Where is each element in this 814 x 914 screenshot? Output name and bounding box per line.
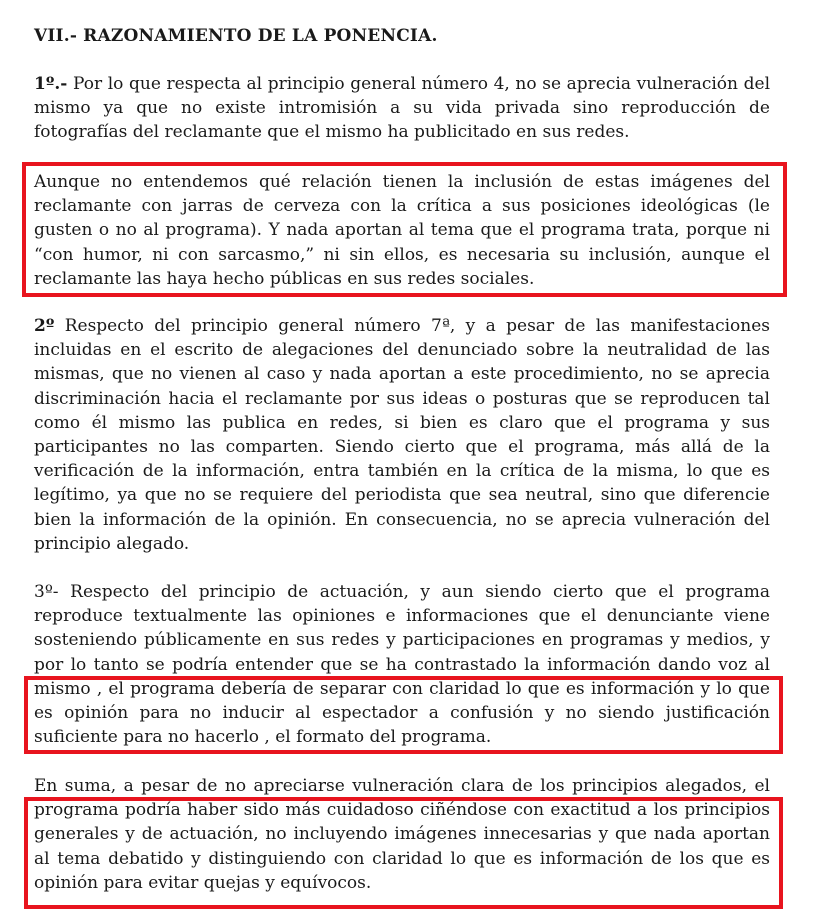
paragraph-1-number: 1º.- <box>34 74 68 94</box>
paragraph-2 <box>34 170 770 291</box>
paragraph-5-text: En suma, a pesar de no apreciarse vulneración clara de los principios alegados, el programa podría haber sido más cuidadoso ciñéndose con exactitud a los principios generales y de actuación, no incluyendo imágenes innecesarias y que nada aportan al tema debatido y distinguiendo con claridad lo que es información de los que es opinión para evitar quejas y equívocos. <box>34 776 770 893</box>
paragraph-1 <box>34 72 770 145</box>
paragraph-4 <box>34 580 770 749</box>
paragraph-3-number: 2º <box>34 316 55 336</box>
paragraph-4-text: Respecto del principio de actuación, y aun siendo cierto que el programa reproduce textualmente las opiniones e informaciones que el denunciante viene sosteniendo públicamente en sus redes y participaciones en programas y medios, y por lo tanto se podría entender que se ha contrastado la información dando voz al mismo , el programa debería de separar con claridad lo que es información y lo que es opinión para no inducir al espectador a confusión y no siendo justificación suficiente para no hacerlo , el formato del programa. <box>34 582 771 748</box>
paragraph-3-text: Respecto del principio general número 7ª, y a pesar de las manifestaciones incluidas en el escrito de alegaciones del denunciado sobre la neutralidad de las mismas, que no vienen al caso y nada aportan a este procedimiento, no se aprecia discriminación hacia el reclamante por sus ideas o posturas que se reproducen tal como él mismo las publica en redes, si bien es claro que el programa y sus participantes no las comparten. Siendo cierto que el programa, más allá de la verificación de la información, entra también en la crítica de la misma, lo que es legítimo, ya que no se requiere del periodista que sea neutral, sino que diferencie bien la información de la opinión. En consecuencia, no se aprecia vulneración del principio alegado. <box>34 316 771 554</box>
paragraph-2-text: Aunque no entendemos qué relación tienen la inclusión de estas imágenes del reclamante con jarras de cerveza con la crítica a sus posiciones ideológicas (le gusten o no al programa). Y nada aportan al tema que el programa trata, porque ni “con humor, ni con sarcasmo,” ni sin ellos, es necesaria su inclusión, aunque el reclamante las haya hecho públicas en sus redes sociales. <box>34 172 770 289</box>
section-heading: VII.- RAZONAMIENTO DE LA PONENCIA. <box>34 26 438 46</box>
paragraph-3 <box>34 314 770 556</box>
paragraph-4-number: 3º- <box>34 582 59 602</box>
paragraph-1-text: Por lo que respecta al principio general número 4, no se aprecia vulneración del mismo ya que no existe intromisión a su vida privada sino reproducción de fotografías del reclamante que el mismo ha publicitado en sus redes. <box>34 74 771 143</box>
paragraph-5 <box>34 774 770 895</box>
